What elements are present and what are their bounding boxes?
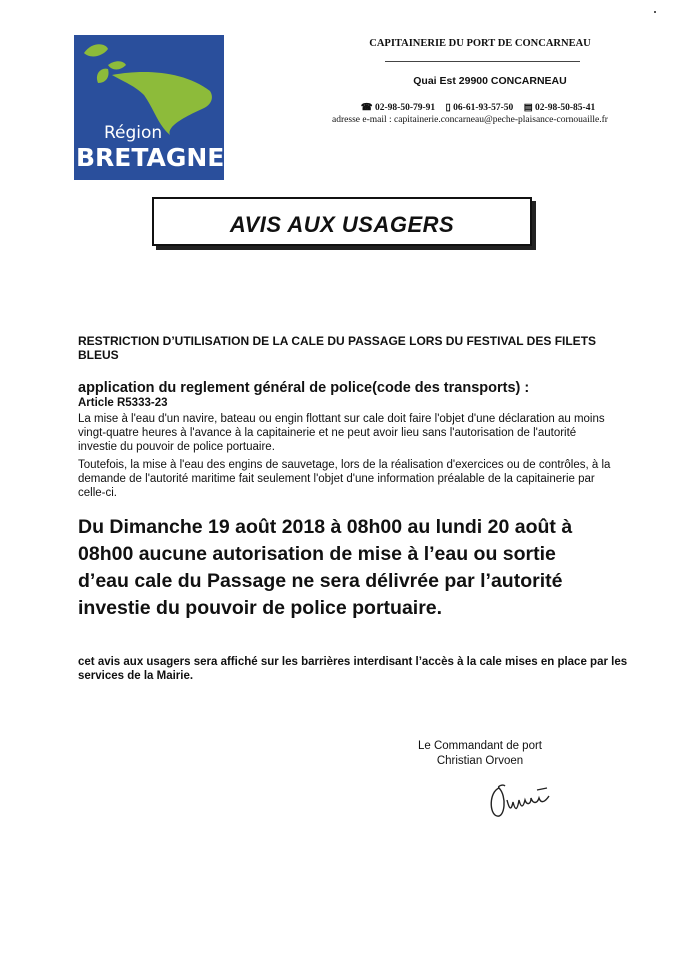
closure-announcement: Du Dimanche 19 août 2018 à 08h00 au lundi 20 août à 08h00 aucune autorisation de mise à l’eau ou sortie d’eau cale du Passage ne sera délivrée par l’autorité investie du pouvoir de police portuaire. <box>78 516 573 619</box>
header-email: adresse e-mail : capitainerie.concarneau@peche-plaisance-cornouaille.fr <box>332 115 608 125</box>
phone-number: 02-98-50-79-91 <box>375 103 436 113</box>
title-box <box>152 197 532 246</box>
page-title: AVIS AUX USAGERS <box>229 212 455 237</box>
article-paragraph-2: Toutefois, la mise à l'eau des engins de sauvetage, lors de la réalisation d'exercices ou de contrôles, à la demande de l'autorité maritime fait seulement l'objet d'une information préalable de la capitainerie par celle-ci. <box>78 459 611 499</box>
mobile-number: 06-61-93-57-50 <box>453 103 514 113</box>
logo-bretagne-text: BRETAGNE <box>76 143 225 172</box>
scan-speck <box>654 11 656 13</box>
header-title: CAPITAINERIE DU PORT DE CONCARNEAU <box>369 38 591 49</box>
fax-number: 02-98-50-85-41 <box>535 103 596 113</box>
logo-region-text: Région <box>104 123 163 143</box>
phone-entry <box>361 103 435 113</box>
mobile-phone-icon: ▯ <box>445 103 451 113</box>
display-notice: cet avis aux usagers sera affiché sur les barrières interdisant l’accès à la cale mises en place par les services de la Mairie. <box>78 656 628 682</box>
signatory-name: Christian Orvoen <box>436 755 524 767</box>
fax-icon: ▤ <box>523 103 533 113</box>
header-phone-list <box>333 102 623 113</box>
article-reference: Article R5333-23 <box>78 397 168 409</box>
application-heading: application du reglement général de police(code des transports) : <box>78 380 530 396</box>
restriction-heading: RESTRICTION D’UTILISATION DE LA CALE DU PASSAGE LORS DU FESTIVAL DES FILETS BLEUS <box>78 334 597 362</box>
header-address: Quai Est 29900 CONCARNEAU <box>413 75 567 87</box>
article-paragraph-1: La mise à l'eau d'un navire, bateau ou engin flottant sur cale doit faire l'objet d'une déclaration au moins vingt-quatre heures à l'avance à la capitainerie et ne peut avoir lieu sans l'autorisation de l'autorité investie du pouvoir de police portuaire. <box>78 413 605 453</box>
region-bretagne-logo <box>74 35 224 180</box>
mobile-entry <box>446 103 514 113</box>
telephone-icon: ☎ <box>360 103 373 113</box>
fax-entry <box>524 103 596 113</box>
handwritten-signature <box>485 778 565 822</box>
header-divider <box>385 61 580 62</box>
signatory-role: Le Commandant de port <box>417 740 543 752</box>
